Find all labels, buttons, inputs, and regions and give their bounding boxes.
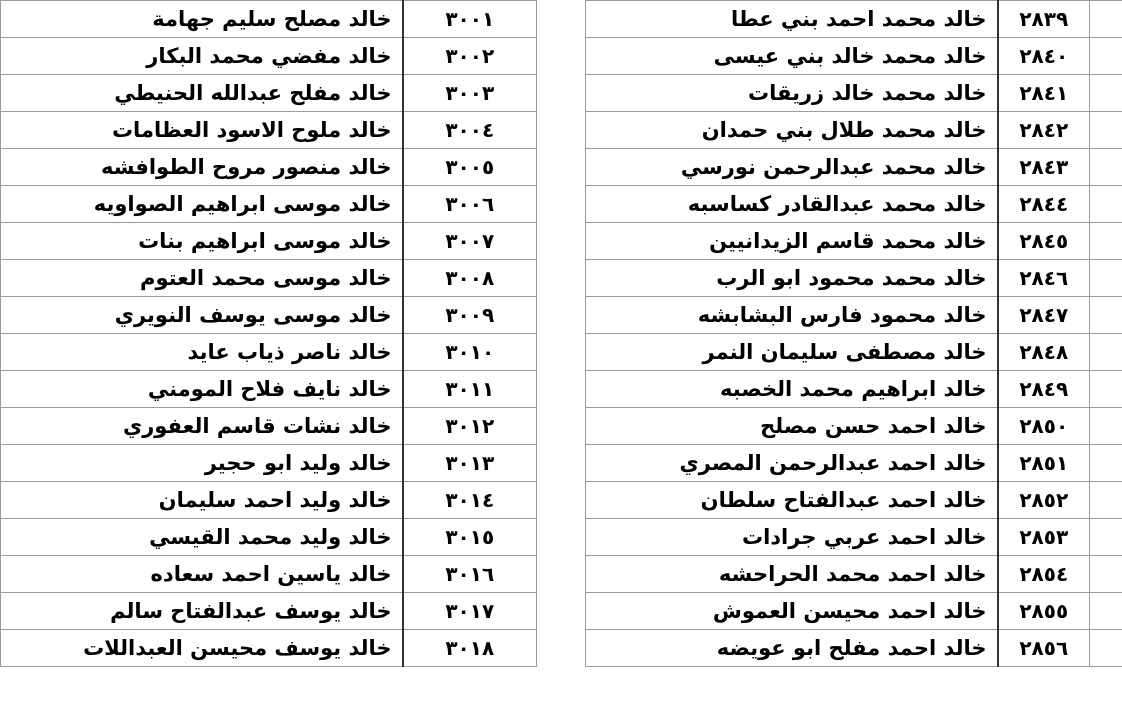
person-name-cell: خالد احمد حسن مصلح [586, 408, 998, 445]
table-row [586, 519, 1122, 556]
serial-number-cell: ٣٠١١ [403, 371, 537, 408]
table-row [1, 482, 537, 519]
serial-number-cell: ٢٨٥٠ [998, 408, 1090, 445]
row-margin-cell [1090, 445, 1122, 482]
serial-number-cell: ٢٨٥٣ [998, 519, 1090, 556]
person-name-cell: خالد موسى ابراهيم بنات [1, 223, 403, 260]
table-row [586, 297, 1122, 334]
person-name-cell: خالد ابراهيم محمد الخصبه [586, 371, 998, 408]
table-row [586, 556, 1122, 593]
table-row [1, 445, 537, 482]
table-row [1, 223, 537, 260]
table-row [586, 186, 1122, 223]
row-margin-cell [1090, 408, 1122, 445]
row-margin-cell [1090, 1, 1122, 38]
serial-number-cell: ٢٨٤٤ [998, 186, 1090, 223]
row-margin-cell [1090, 297, 1122, 334]
person-name-cell: خالد احمد عربي جرادات [586, 519, 998, 556]
person-name-cell: خالد ياسين احمد سعاده [1, 556, 403, 593]
row-margin-cell [1090, 593, 1122, 630]
table-row [1, 408, 537, 445]
table-row [586, 408, 1122, 445]
serial-number-cell: ٢٨٤٥ [998, 223, 1090, 260]
person-name-cell: خالد يوسف محيسن العبداللات [1, 630, 403, 667]
table-row [1, 371, 537, 408]
serial-number-cell: ٢٨٥٥ [998, 593, 1090, 630]
table-row [1, 75, 537, 112]
person-name-cell: خالد محمد عبدالرحمن نورسي [586, 149, 998, 186]
serial-number-cell: ٢٨٤٦ [998, 260, 1090, 297]
table-row [586, 334, 1122, 371]
row-margin-cell [1090, 223, 1122, 260]
person-name-cell: خالد محمد محمود ابو الرب [586, 260, 998, 297]
serial-number-cell: ٢٨٤٢ [998, 112, 1090, 149]
row-margin-cell [1090, 186, 1122, 223]
serial-number-cell: ٣٠٠٤ [403, 112, 537, 149]
table-row [1, 38, 537, 75]
person-name-cell: خالد مصطفى سليمان النمر [586, 334, 998, 371]
table-row [586, 75, 1122, 112]
serial-number-cell: ٢٨٤٩ [998, 371, 1090, 408]
row-margin-cell [1090, 556, 1122, 593]
person-name-cell: خالد مفلح عبدالله الحنيطي [1, 75, 403, 112]
serial-number-cell: ٣٠١٠ [403, 334, 537, 371]
name-table-left [0, 0, 537, 667]
table-row [586, 260, 1122, 297]
table-row [1, 334, 537, 371]
row-margin-cell [1090, 38, 1122, 75]
person-name-cell: خالد ناصر ذياب عايد [1, 334, 403, 371]
serial-number-cell: ٢٨٤٧ [998, 297, 1090, 334]
table-row [1, 149, 537, 186]
table-row [1, 260, 537, 297]
table-row [1, 593, 537, 630]
table-row [586, 223, 1122, 260]
person-name-cell: خالد مصلح سليم جهامة [1, 1, 403, 38]
row-margin-cell [1090, 630, 1122, 667]
table-row [1, 186, 537, 223]
row-margin-cell [1090, 334, 1122, 371]
serial-number-cell: ٣٠٠٦ [403, 186, 537, 223]
serial-number-cell: ٣٠١٧ [403, 593, 537, 630]
person-name-cell: خالد احمد مفلح ابو عويضه [586, 630, 998, 667]
table-row [586, 593, 1122, 630]
person-name-cell: خالد وليد محمد القيسي [1, 519, 403, 556]
serial-number-cell: ٣٠١٣ [403, 445, 537, 482]
serial-number-cell: ٣٠١٨ [403, 630, 537, 667]
person-name-cell: خالد محمد قاسم الزيدانيين [586, 223, 998, 260]
name-table-left-body [1, 1, 537, 667]
person-name-cell: خالد احمد عبدالفتاح سلطان [586, 482, 998, 519]
name-table-right [585, 0, 1122, 667]
person-name-cell: خالد وليد احمد سليمان [1, 482, 403, 519]
serial-number-cell: ٢٨٣٩ [998, 1, 1090, 38]
person-name-cell: خالد احمد محيسن العموش [586, 593, 998, 630]
serial-number-cell: ٣٠١٦ [403, 556, 537, 593]
person-name-cell: خالد نشات قاسم العفوري [1, 408, 403, 445]
table-row [586, 149, 1122, 186]
serial-number-cell: ٢٨٥٤ [998, 556, 1090, 593]
table-row [586, 38, 1122, 75]
row-margin-cell [1090, 519, 1122, 556]
serial-number-cell: ٣٠١٢ [403, 408, 537, 445]
serial-number-cell: ٢٨٥٦ [998, 630, 1090, 667]
table-row [1, 112, 537, 149]
serial-number-cell: ٣٠١٥ [403, 519, 537, 556]
row-margin-cell [1090, 112, 1122, 149]
person-name-cell: خالد محمد عبدالقادر كساسبه [586, 186, 998, 223]
person-name-cell: خالد محمود فارس البشابشه [586, 297, 998, 334]
serial-number-cell: ٢٨٥١ [998, 445, 1090, 482]
serial-number-cell: ٣٠٠٨ [403, 260, 537, 297]
row-margin-cell [1090, 371, 1122, 408]
table-row [586, 112, 1122, 149]
person-name-cell: خالد نايف فلاح المومني [1, 371, 403, 408]
row-margin-cell [1090, 260, 1122, 297]
table-row [586, 482, 1122, 519]
person-name-cell: خالد محمد خالد بني عيسى [586, 38, 998, 75]
table-row [586, 371, 1122, 408]
serial-number-cell: ٣٠٠٣ [403, 75, 537, 112]
person-name-cell: خالد موسى محمد العتوم [1, 260, 403, 297]
table-row [586, 1, 1122, 38]
serial-number-cell: ٢٨٤١ [998, 75, 1090, 112]
person-name-cell: خالد احمد عبدالرحمن المصري [586, 445, 998, 482]
table-row [586, 630, 1122, 667]
row-margin-cell [1090, 482, 1122, 519]
person-name-cell: خالد مفضي محمد البكار [1, 38, 403, 75]
table-row [586, 445, 1122, 482]
person-name-cell: خالد موسى يوسف النويري [1, 297, 403, 334]
serial-number-cell: ٣٠٠٧ [403, 223, 537, 260]
table-row [1, 630, 537, 667]
person-name-cell: خالد محمد احمد بني عطا [586, 1, 998, 38]
row-margin-cell [1090, 149, 1122, 186]
person-name-cell: خالد احمد محمد الحراحشه [586, 556, 998, 593]
serial-number-cell: ٢٨٤٠ [998, 38, 1090, 75]
serial-number-cell: ٣٠٠٥ [403, 149, 537, 186]
person-name-cell: خالد موسى ابراهيم الصواويه [1, 186, 403, 223]
table-row [1, 297, 537, 334]
person-name-cell: خالد ملوح الاسود العظامات [1, 112, 403, 149]
serial-number-cell: ٣٠١٤ [403, 482, 537, 519]
person-name-cell: خالد وليد ابو حجير [1, 445, 403, 482]
table-row [1, 556, 537, 593]
table-row [1, 519, 537, 556]
person-name-cell: خالد محمد طلال بني حمدان [586, 112, 998, 149]
serial-number-cell: ٣٠٠٩ [403, 297, 537, 334]
table-row [1, 1, 537, 38]
name-table-right-body [586, 1, 1122, 667]
serial-number-cell: ٢٨٤٨ [998, 334, 1090, 371]
serial-number-cell: ٣٠٠١ [403, 1, 537, 38]
serial-number-cell: ٢٨٤٣ [998, 149, 1090, 186]
person-name-cell: خالد يوسف عبدالفتاح سالم [1, 593, 403, 630]
serial-number-cell: ٢٨٥٢ [998, 482, 1090, 519]
person-name-cell: خالد محمد خالد زريقات [586, 75, 998, 112]
person-name-cell: خالد منصور مروح الطوافشه [1, 149, 403, 186]
serial-number-cell: ٣٠٠٢ [403, 38, 537, 75]
row-margin-cell [1090, 75, 1122, 112]
